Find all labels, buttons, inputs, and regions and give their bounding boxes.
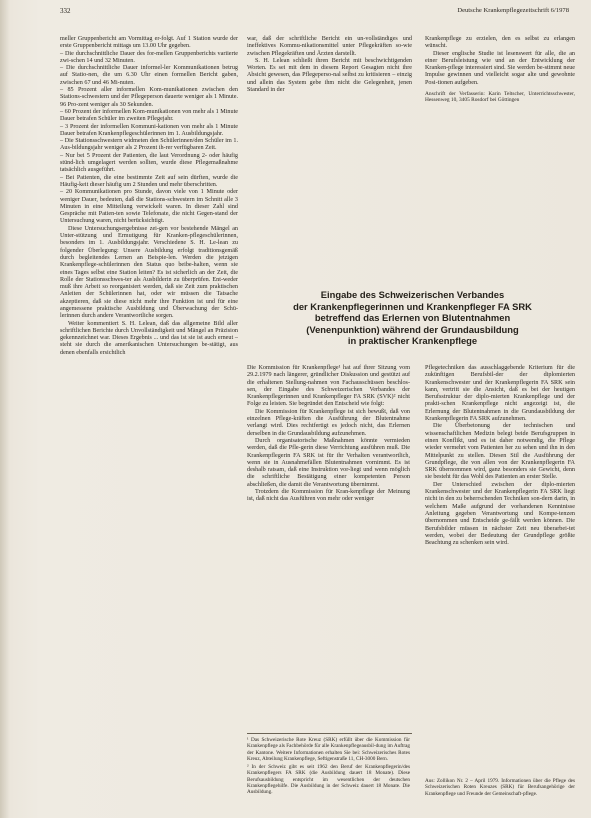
source-note: Aus: Zollikon Nr. 2 – April 1979. Informationen über die Pflege des Schweizerischen Roten Kreuzes (SRK) für Berufsangehörige der Krankenpflege und Freunde der Gemeinschaft-pflege. [425,778,575,797]
paragraph: Pflegetechniken das ausschlaggebende Kriterium für die zukünftigen Berufsbil-der der diplomierten Krankenschwester und der Krankenpflegerin FA SRK sein kann, vertritt sie die Ansicht, daß es bei der heutigen Berufsstruktur der diplo-mierten Krankenpflege und der prakti-schen Krankenpflege nicht angezeigt ist, die Erlernung der Blutentnahmen in die Grundausbildung der Krankenpflegerin FA SRK aufzunehmen. [425,365,575,423]
title-line: (Venenpunktion) während der Grundausbildung [306,323,519,335]
title-line: betreffend das Erlernen von Blutentnahmen [314,312,511,324]
paragraph: war, daß der schriftliche Bericht ein un-vollständiges und ineffektives Kommu-nikationsmittel unter Pflegekräften so-wie zwischen Pflegekräften und Ärzten darstellt. [247,36,412,57]
paragraph: Die Überbetonung der technischen und wissenschaftlichen Medizin belegt beide Berufsgruppen in einen Konflikt, und es ist daher notwendig, die Pflege wieder vermehrt vom Patienten her zu sehen und ihn in den Mittelpunkt zu stellen. Diesen Stil die Ausführung der Grundpflege, die von allen von der Krankenpflegerin FA SRK übernommen wird, ganz besonders sie Gewicht, denn sie besteht für das Wohl des Patienten an erster Stelle. [425,423,575,481]
column-right-top [425,36,575,104]
paragraph: Die Kommission für Krankenpflege ist sich bewußt, daß von einzelnen Pflege-kräften die Ausführung der Blutentnahme verlangt wird. Dies rechtfertigt es jedoch nicht, das Erlernen derselben in die Grundausbildung aufzunehmen. [247,408,410,437]
page-number: 332 [60,7,71,15]
paragraph: Trotzdem die Kommission für Kran-kenpflege der Meinung ist, daß nicht das Ausführen von mehr oder weniger [247,489,410,503]
paragraph: – Nur bei 5 Prozent der Patienten, die laut Verordnung 2- oder häufig stünd-lich umgelagert werden sollten, wurde diese Pflegemaßnahme tatsächlich ausgeführt. [60,152,238,174]
footnote-divider [247,733,412,734]
column-right-bottom [425,365,575,547]
title-line: der Krankenpflegerinnen und Krankenpfleger FA SRK [293,300,532,312]
paragraph: – Die Stationsschwestern widmeten den Schülerinnen/den Schüler im 1. Aus-bildungsjahr weniger als 2 Prozent ih-rer verfügbaren Zeit. [60,138,238,152]
paragraph: Diese Untersuchungsergebnisse zei-gen vor bestehende Mängel an Unter-stützung und Ermutigung für Kranken-pflegeschülerinnen, besonders im 1. Ausbildungsjahr. Verschiedene S. H. Le-lean zu folgender Überlegung: Unsere Ausbildung erfolgt traditionsgemäß durch begleitendes Lernen an Beispie-len. Werden die jetzigen Krankenpflege-schülerinnen den Status quo beibe-halten, wenn sie eines Tages selbst eine Station leiten? Es ist sicherlich an der Zeit, die Rolle der Stationsschwes-ter als Ausbilderin zu überprüfen. Ent-weder muß ihre Arbeit so reorganisiert werden, daß sie Zeit zum praktischen Anleiten der Schülerinnen hat, oder wir müssen die Tatsache akzeptieren, daß sie diese nicht mehr ihre Funktion ist und für eine angemessene praktische Ausbildung und Überwachung der Schü-lerinnen durch andere Verantwortliche sorgen. [60,225,238,320]
paragraph: – 3 Prozent der informellen Kommuni-kationen von mehr als 1 Minute Dauer betrafen Krankenpflegeschülerinnen im 1. Ausbildungsjahr. [60,123,238,137]
footnote: ² In der Schweiz gibt es seit 1962 den Beruf der Krankenpflegerin/des Krankenpflegers FA SRK (die Ausbildung dauert 18 Monate). Diese Berufsausbildung entspricht im wesentlichen der deutschen Krankenpflegehilfe. Die Ausbildung in der Schweiz dauert 18 Monate. Die Ausbildung. [247,764,410,796]
paragraph: meller Gruppenbericht am Vormittag er-folgt. Auf 1 Station wurde der erste Gruppenbericht mittags um 13.00 Uhr gegeben. [60,36,238,50]
paragraph: Durch organisatorische Maßnahmen könnte vermieden werden, daß die Pfle-gerin diese Verrichtung ausführen muß. Die Krankenpflegerin FA SRK ist für ihr Verhalten verantwortlich, wenn sie in Ausnahmefällen Blutentnahmen vornimmt. Es ist deshalb ratsam, daß eine Instruktion vor-liegt und wenn möglich die schriftliche Bestätigung einer kompetenten Person abschließen, die damit die Verantwortung übernimmt. [247,437,410,488]
paragraph: Krankenpflege zu erzielen, den es selbst zu erlangen wünscht. [425,36,575,50]
footnotes [247,737,410,798]
paragraph: Die Kommission für Krankenpflege¹ hat auf ihrer Sitzung vom 29.2.1979 nach längerer, gründlicher Diskussion und gestützt auf die erhaltenen Stellung-nahmen von Fachausschüssen beschlos-sen, der Eingabe des Schweizerischen Verbandes der Krankenpflegerinnen und Krankenpfleger FA SRK (SVK)² nicht Folge zu leisten. Sie begründet den Entscheid wie folgt: [247,365,410,408]
paragraph: – 20 Kommunikationen pro Stunde, davon viele von 1 Minute oder weniger Dauer, bedeuten, daß die Stations-schwestern im Schnitt alle 3 Minuten in eine Mitteilung verwickelt waren. In dieser Zahl sind Gespräche mit Patien-ten sowie Telefonate, die nicht Gegen-stand der Untersuchung waren, nicht berücksichtigt. [60,189,238,225]
paragraph: – Bei Patienten, die eine bestimmte Zeit auf sein dürften, wurde die Häufig-keit dieser häufig um 2 Stunden und mehr überschritten. [60,174,238,188]
author-address: Anschrift der Verfasserin: Karin Teltscher, Unterrichtsschwester, Hessenweg 10, 3405 Rosdorf bei Göttingen [425,91,575,104]
paragraph: Der Unterschied zwischen der diplo-mierten Krankenschwester und der Krankenpflegerin FA SRK liegt nicht in den zu beherrschenden Techniken son-dern darin, in welchem Maße aufgrund der vorhandenen Kenntnisse Anleitung gegeben Verantwortung und Kompe-tenzen übernommen und Entscheide ge-fällt werden können. Die Berufsbilder müssen in nächster Zeit neu überarbei-tet werden, wobei der Bedeutung der Grundpflege größte Beachtung zu schenken sein wird. [425,481,575,547]
paragraph: Dieser englische Studie ist lesenswert für alle, die an einer Berufsleistung wie und an der Entwicklung der Kranken-pflege interessiert sind. Sie werden be-stimmt neue Impulse gewinnen und vielleicht sogar alte und gewohnte Posi-tionen aufgeben. [425,50,575,86]
column-middle-top [247,36,412,94]
title-line: in praktischer Krankenpflege [347,335,478,347]
paragraph: Weiter kommentiert S. H. Lelean, daß das allgemeine Bild aller schriftlichen Berichte durch Unvollständigkeit und Mängel an Präzision gekennzeichnet war. Dieses Ergebnis ... und das ist sie ist auch erneut – steht sie durch die amerikanischen Untersuchungen be-stätigt, aus denen ebenfalls ersichtlich [60,320,238,356]
paragraph: – Die durchschnittliche Dauer des for-mellen Gruppenberichts variierte zwi-schen 14 und 32 Minuten. [60,50,238,64]
paragraph: S. H. Lelean schließt ihren Bericht mit beschwichtigenden Worten. Es sei mit dem in diesem Report Gesagten nicht ihre Absicht gewesen, das Pflegeperso-nal selbst zu kritisieren – einzig und allein das System gebe ihm nicht die Gelegenheit, jenen Standard in der [247,57,412,94]
paragraph: – 60 Prozent der informellen Kom-munikationen von mehr als 1 Minute Dauer betrafen Schüler im zweiten Pflegejahr. [60,108,238,123]
article-title [250,289,575,347]
column-left [60,36,238,357]
title-line: Eingabe des Schweizerischen Verbandes [320,289,505,300]
paragraph: – Die durchschnittliche Dauer informel-ler Kommunikationen betrug auf Statio-nen, die um 6.30 Uhr einen formellen Bericht gaben, zwischen 67 und 46 Mi-nuten. [60,65,238,86]
running-header: Deutsche Krankenpflegezeitschrift 6/1978 [457,7,569,14]
column-middle-bottom [247,365,410,504]
paragraph: – 85 Prozent aller informellen Kom-munikationen zwischen den Stations-schwestern und der Pflegeperson dauerte weniger als 1 Minute. 96 Pro-zent weniger als 30 Sekunden. [60,87,238,108]
footnote: ¹ Das Schweizerische Rote Kreuz (SRK) erfüllt über die Kommission für Krankenpflege als Fachbehörde für alle Krankenpflegeausbil-dung im Auftrag der Kantone. Weitere Informationen erhalten Sie bei: Schweizerisches Rotes Kreuz, Abteilung Krankenpflege, Seftigenstraße 11, CH-3000 Bern. [247,737,410,762]
